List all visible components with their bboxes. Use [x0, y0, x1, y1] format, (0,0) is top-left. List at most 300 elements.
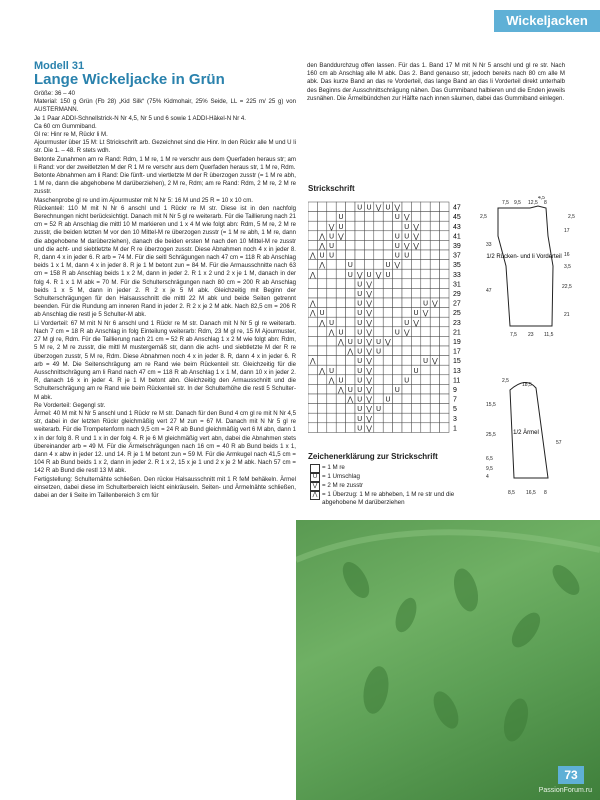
chart-cell — [430, 221, 439, 231]
chart-cell — [317, 384, 326, 394]
chart-cell — [308, 423, 317, 433]
chart-cell — [346, 298, 355, 308]
k2tog-mark: ⋁ — [366, 414, 372, 423]
skp-mark: ⋀ — [319, 242, 325, 250]
chart-cell — [336, 404, 345, 414]
chart-cell — [327, 336, 336, 346]
chart-cell — [421, 221, 430, 231]
chart-cell — [393, 288, 402, 298]
chart-cell — [430, 384, 439, 394]
yarn-over-mark: U — [357, 338, 363, 346]
chart-cell — [430, 279, 439, 289]
skp-mark: ⋀ — [309, 251, 316, 260]
k2tog-mark: ⋁ — [338, 232, 344, 241]
chart-cell — [364, 221, 373, 231]
chart-cell — [411, 404, 420, 414]
chart-row-number: 3 — [453, 415, 457, 423]
k2tog-mark: ⋁ — [403, 242, 410, 250]
k2tog-mark: ⋁ — [366, 405, 372, 414]
chart-cell — [317, 356, 326, 366]
chart-cell — [430, 317, 439, 327]
chart-cell — [327, 394, 336, 404]
yarn-over-mark: U — [385, 395, 391, 404]
chart-cell — [383, 356, 392, 366]
k2tog-mark: ⋁ — [366, 424, 372, 433]
k2tog-mark: ⋁ — [375, 270, 382, 279]
chart-cell — [440, 221, 449, 231]
chart-cell — [327, 404, 336, 414]
chart-cell — [336, 288, 345, 298]
chart-row-number: 27 — [453, 300, 461, 308]
chart-cell — [440, 250, 449, 260]
legend-title: Zeichenerklärung zur Strickschrift — [308, 452, 438, 461]
chart-cell — [336, 423, 345, 433]
chart-cell — [421, 375, 430, 385]
chart-cell — [430, 375, 439, 385]
yarn-over-mark: U — [375, 405, 382, 414]
dim: 57 — [556, 440, 562, 446]
dim: 47 — [486, 288, 492, 294]
skp-mark: ⋀ — [309, 270, 316, 279]
chart-row-number: 47 — [453, 204, 461, 212]
yarn-over-mark: U — [422, 299, 429, 308]
yarn-over-mark: U — [366, 270, 372, 279]
chart-cell — [346, 327, 355, 337]
chart-cell — [355, 260, 364, 270]
k2tog-symbol: ⋁ — [310, 482, 320, 491]
chart-cell — [346, 308, 355, 318]
chart-cell — [440, 212, 449, 222]
chart-cell — [421, 413, 430, 423]
dim: 25,5 — [486, 432, 496, 438]
k2tog-mark: ⋁ — [394, 261, 401, 270]
yarn-over-mark: U — [394, 232, 400, 241]
chart-cell — [393, 317, 402, 327]
chart-cell — [346, 212, 355, 222]
chart-cell — [308, 231, 317, 241]
k2tog-mark: ⋁ — [432, 299, 438, 308]
skp-mark: ⋀ — [309, 357, 316, 366]
chart-cell — [402, 336, 411, 346]
dim: 9,5 — [486, 466, 493, 472]
chart-cell — [430, 212, 439, 222]
chart-cell — [374, 308, 383, 318]
chart-cell — [430, 346, 439, 356]
yarn-over-mark: U — [338, 222, 344, 231]
yarn-over-mark: U — [347, 261, 353, 270]
chart-row-number: 37 — [453, 252, 461, 260]
k2tog-mark: ⋁ — [413, 222, 419, 231]
yarn-over-mark: U — [328, 251, 335, 260]
chart-row-number: 11 — [453, 377, 461, 385]
skp-mark: ⋀ — [319, 232, 325, 241]
chart-cell — [317, 212, 326, 222]
chart-cell — [440, 375, 449, 385]
legend-text: = 2 M re zusstr — [322, 482, 364, 490]
chart-cell — [411, 260, 420, 270]
chart-cell — [327, 260, 336, 270]
chart-cell — [336, 279, 345, 289]
dim: 15,5 — [486, 402, 496, 408]
yarn-over-mark: U — [357, 366, 363, 375]
chart-cell — [336, 356, 345, 366]
yarn-over-mark: U — [394, 242, 400, 250]
yarn-over-mark: U — [366, 203, 372, 212]
chart-cell — [421, 202, 430, 212]
legend-text: = 1 M re — [322, 464, 345, 472]
chart-cell — [374, 356, 383, 366]
chart-cell — [393, 308, 402, 318]
chart-cell — [440, 288, 449, 298]
chart-cell — [430, 394, 439, 404]
yarn-over-mark: U — [385, 203, 391, 212]
k2tog-mark: ⋁ — [375, 203, 382, 212]
chart-cell — [308, 394, 317, 404]
chart-cell — [317, 346, 326, 356]
k2tog-mark: ⋁ — [413, 242, 419, 250]
chart-cell — [383, 288, 392, 298]
chart-row-number: 9 — [453, 387, 457, 394]
chart-cell — [374, 212, 383, 222]
chart-row-number: 45 — [453, 214, 461, 222]
chart-cell — [336, 298, 345, 308]
chart-cell — [440, 423, 449, 433]
skp-mark: ⋀ — [319, 261, 325, 270]
chart-cell — [440, 298, 449, 308]
chart-cell — [374, 365, 383, 375]
dim: 21 — [564, 312, 570, 318]
yarn-over-mark: U — [357, 395, 363, 404]
chart-cell — [383, 250, 392, 260]
chart-cell — [402, 413, 411, 423]
chart-cell — [393, 394, 402, 404]
chart-cell — [430, 260, 439, 270]
yarn-over-mark: U — [375, 347, 382, 356]
chart-cell — [421, 260, 430, 270]
chart-cell — [430, 202, 439, 212]
chart-cell — [440, 279, 449, 289]
yarn-over-mark: U — [404, 222, 410, 231]
chart-cell — [411, 375, 420, 385]
chart-cell — [421, 231, 430, 241]
chart-cell — [308, 346, 317, 356]
yarn-over-mark: U — [338, 328, 344, 337]
chart-cell — [374, 288, 383, 298]
k2tog-mark: ⋁ — [366, 386, 372, 394]
chart-cell — [346, 221, 355, 231]
chart-cell — [308, 384, 317, 394]
knitting-chart — [308, 198, 476, 442]
chart-cell — [402, 365, 411, 375]
chart-cell — [308, 202, 317, 212]
chart-cell — [411, 212, 420, 222]
chart-cell — [421, 317, 430, 327]
skp-mark: ⋀ — [328, 328, 335, 337]
sleeve-schematic — [478, 374, 590, 500]
chart-cell — [346, 231, 355, 241]
chart-cell — [336, 413, 345, 423]
chart-row-number: 33 — [453, 271, 461, 279]
yarn-over-mark: U — [404, 232, 410, 241]
dim: 8,5 — [508, 490, 515, 496]
chart-cell — [411, 327, 420, 337]
chart-cell — [383, 384, 392, 394]
chart-cell — [317, 269, 326, 279]
chart-cell — [346, 413, 355, 423]
chart-cell — [421, 346, 430, 356]
back-outline — [498, 206, 553, 326]
chart-cell — [336, 202, 345, 212]
chart-cell — [402, 394, 411, 404]
knit-symbol — [310, 464, 320, 473]
chart-cell — [393, 279, 402, 289]
sleeve-instructions: Ärmel: 40 M mit N Nr 5 anschl und 1 Rückr re M str. Danach für den Bund 4 cm gl re mit N Nr 4,5 str, dabei in der letzten Rückr gleichmäßig vert 27 M zun = 67 M. Danach mit N Nr 5 gl re weiterarb. Für die Trompetenform nach 9,5 cm = 24 R ab Bund gleichmäßig vert 6 M abn, dann 1 x in der folg 8. R und 1 x in der folg 4. R je 6 M gleichmäßig vert abn, dabei die Abnahmen stets übereinander arb = 49 M. Für die Ärmelschrägungen nach 16 cm = 40 R ab Bund beids 1 x 1, dann 4 x abw in jeder 12. und 14. R je 1 M betont zun = 59 M. Für die Armkugel nach 41,5 cm = 104 R ab Bund beids 1 x 2, dann in jeder 2. R 1 x 2, 15 x je 1 und 2 x je 2 M abk. Nach 57 cm = 142 R ab Bund die restl 13 M abk. — [34, 409, 296, 475]
chart-cell — [355, 212, 364, 222]
section-header: Wickeljacken — [494, 10, 600, 32]
chart-cell — [317, 336, 326, 346]
chart-cell — [336, 365, 345, 375]
yarn-over-mark: U — [347, 386, 353, 394]
yarn-over-mark: U — [404, 251, 410, 260]
chart-cell — [308, 404, 317, 414]
chart-cell — [374, 423, 383, 433]
dim: 33 — [486, 242, 492, 248]
chart-row-number: 17 — [453, 348, 461, 356]
chart-cell — [346, 356, 355, 366]
yarn-over-mark: U — [338, 213, 344, 222]
yarn-over-mark: U — [357, 318, 363, 327]
yarn-over-mark: U — [347, 270, 353, 279]
chart-row-number: 39 — [453, 243, 461, 250]
chart-cell — [308, 317, 317, 327]
dim: 3,5 — [564, 264, 571, 270]
skp-mark: ⋀ — [309, 299, 316, 308]
chart-cell — [421, 250, 430, 260]
k2tog-mark: ⋁ — [366, 328, 372, 337]
chart-cell — [430, 240, 439, 250]
chart-row-number: 1 — [453, 425, 457, 433]
chart-cell — [402, 384, 411, 394]
k2tog-mark: ⋁ — [356, 270, 363, 279]
chart-cell — [346, 250, 355, 260]
k2tog-mark: ⋁ — [394, 203, 401, 212]
chart-cell — [374, 260, 383, 270]
right-front-instructions: Re Vorderteil: Gegengl str. — [34, 401, 106, 409]
model-number: Modell 31 — [34, 60, 85, 72]
chart-cell — [327, 413, 336, 423]
chart-cell — [421, 384, 430, 394]
dim: 7,5 — [510, 332, 517, 338]
yarn-over-mark: U — [338, 376, 344, 385]
chart-cell — [393, 365, 402, 375]
chart-cell — [364, 231, 373, 241]
chart-cell — [327, 279, 336, 289]
chart-cell — [346, 317, 355, 327]
chart-cell — [308, 327, 317, 337]
chart-cell — [383, 298, 392, 308]
yarn-over-mark: U — [385, 270, 391, 279]
dim: 8 — [544, 490, 547, 496]
instructions-column — [34, 60, 296, 500]
chart-cell — [336, 308, 345, 318]
chart-row-number: 23 — [453, 319, 461, 327]
decreases-line: Betonte Abnahmen am li Rand: Die fünft- und viertletzte M der R überzogen zusstr (= 1 M re abh, 1 M re, dann die abgehobene M darüberziehen), 2 M re, Rdm; am re Rand: Rdm, 2 M re, 2 M re zusstr. — [34, 172, 296, 196]
size-line: Größe: 36 – 40 — [34, 90, 75, 97]
chart-cell — [308, 212, 317, 222]
yarn-over-mark: U — [357, 203, 363, 212]
chart-cell — [430, 288, 439, 298]
chart-cell — [402, 288, 411, 298]
dim: 2,5 — [502, 378, 509, 384]
chart-cell — [336, 346, 345, 356]
chart-cell — [393, 221, 402, 231]
chart-cell — [411, 336, 420, 346]
chart-cell — [411, 250, 420, 260]
dim: 4 — [486, 474, 489, 480]
chart-cell — [374, 327, 383, 337]
chart-cell — [374, 298, 383, 308]
chart-cell — [411, 394, 420, 404]
chart-cell — [336, 240, 345, 250]
chart-cell — [440, 365, 449, 375]
yarn-over-symbol: U — [310, 473, 320, 482]
k2tog-mark: ⋁ — [366, 338, 372, 346]
chart-cell — [421, 423, 430, 433]
chart-cell — [346, 375, 355, 385]
chart-cell — [336, 394, 345, 404]
chart-cell — [383, 375, 392, 385]
yarn-over-mark: U — [404, 318, 410, 327]
k2tog-mark: ⋁ — [432, 357, 438, 366]
chart-cell — [440, 231, 449, 241]
chart-cell — [346, 202, 355, 212]
chart-cell — [383, 423, 392, 433]
yarn-over-mark: U — [357, 414, 363, 423]
chart-cell — [421, 404, 430, 414]
chart-cell — [308, 336, 317, 346]
yarn-over-mark: U — [394, 328, 400, 337]
chart-cell — [421, 394, 430, 404]
yarn-over-mark: U — [404, 376, 410, 385]
chart-cell — [308, 365, 317, 375]
chart-cell — [393, 375, 402, 385]
elastic-line: Ca 60 cm Gummiband. — [34, 122, 97, 130]
chart-cell — [421, 269, 430, 279]
chart-row-numbers — [453, 205, 461, 433]
yarn-over-mark: U — [357, 405, 363, 414]
chart-cell — [355, 250, 364, 260]
yarn-over-mark: U — [357, 280, 363, 289]
k2tog-mark: ⋁ — [366, 299, 372, 308]
chart-cell — [383, 327, 392, 337]
chart-cell — [383, 212, 392, 222]
dim: 23 — [528, 332, 534, 338]
dim: 18,5 — [522, 382, 532, 388]
k2tog-mark: ⋁ — [366, 290, 372, 298]
chart-cell — [430, 308, 439, 318]
chart-cell — [430, 250, 439, 260]
yarn-over-mark: U — [385, 261, 391, 270]
chart-cell — [308, 260, 317, 270]
legend-text: = 1 Umschlag — [322, 473, 361, 481]
chart-cell — [374, 231, 383, 241]
chart-cell — [336, 260, 345, 270]
dim: 6,5 — [486, 456, 493, 462]
chart-cell — [411, 202, 420, 212]
chart-cell — [430, 365, 439, 375]
chart-row-number: 31 — [453, 281, 461, 289]
k2tog-mark: ⋁ — [422, 309, 429, 318]
chart-cell — [317, 202, 326, 212]
yarn-over-mark: U — [413, 309, 419, 318]
chart-cell — [440, 269, 449, 279]
skp-mark: ⋀ — [309, 309, 316, 318]
chart-cell — [383, 221, 392, 231]
yarn-over-mark: U — [328, 232, 335, 241]
sleeve-label: 1/2 Ärmel — [513, 430, 539, 436]
chart-cell — [393, 404, 402, 414]
chart-cell — [411, 288, 420, 298]
chart-row-number: 15 — [453, 358, 461, 366]
knitwear-photo — [296, 520, 600, 800]
yarn-over-mark: U — [357, 290, 363, 298]
chart-cell — [317, 394, 326, 404]
chart-cell — [346, 423, 355, 433]
k2tog-mark: ⋁ — [366, 366, 372, 375]
chart-cell — [336, 269, 345, 279]
chart-cell — [364, 240, 373, 250]
chart-cell — [336, 250, 345, 260]
chart-cell — [308, 288, 317, 298]
chart-cell — [411, 269, 420, 279]
watermark: PassionForum.ru — [538, 787, 592, 794]
dim: 16 — [564, 252, 570, 258]
chart-cell — [421, 365, 430, 375]
chart-cell — [421, 240, 430, 250]
chart-row-number: 7 — [453, 396, 457, 404]
chart-cell — [308, 240, 317, 250]
chart-cell — [346, 404, 355, 414]
yarn-over-mark: U — [357, 299, 363, 308]
chart-cell — [402, 260, 411, 270]
chart-row-number: 43 — [453, 223, 461, 231]
increases-line: Betonte Zunahmen am re Rand: Rdm, 1 M re, 1 M re verschr aus dem Querfaden heraus str; am li Rand: vor der zweitletzten M der R 1 M re verschr aus dem Querfaden heraus str, 1 M re, Rdm. — [34, 155, 296, 171]
chart-cell — [317, 423, 326, 433]
chart-cell — [430, 404, 439, 414]
chart-cell — [430, 336, 439, 346]
chart-cell — [364, 260, 373, 270]
chart-cell — [402, 202, 411, 212]
yarn-over-mark: U — [328, 366, 335, 375]
chart-row-number: 35 — [453, 262, 461, 270]
dim: 17 — [564, 228, 570, 234]
chart-cell — [346, 240, 355, 250]
chart-cell — [440, 202, 449, 212]
chart-cell — [440, 384, 449, 394]
chart-cell — [383, 231, 392, 241]
chart-cell — [374, 394, 383, 404]
yarn-over-mark: U — [394, 213, 400, 222]
finishing-instructions: Fertigstellung: Schulternähte schließen. Den rückw Halsausschnitt mit 1 R feM behäkeln. Ärmel einsetzen, dabei diese im Schulterbereich leicht einkräuseln. Seiten- und Ärmelnähte schließen, dabei an der li Seite im Taillenbereich 3 cm für — [34, 475, 296, 499]
chart-cell — [393, 336, 402, 346]
chart-cell — [411, 423, 420, 433]
yarn-over-mark: U — [319, 309, 325, 318]
yarn-over-mark: U — [422, 357, 429, 366]
chart-cell — [440, 317, 449, 327]
chart-cell — [440, 240, 449, 250]
legend — [310, 464, 472, 507]
page-number: 73 — [558, 766, 584, 784]
